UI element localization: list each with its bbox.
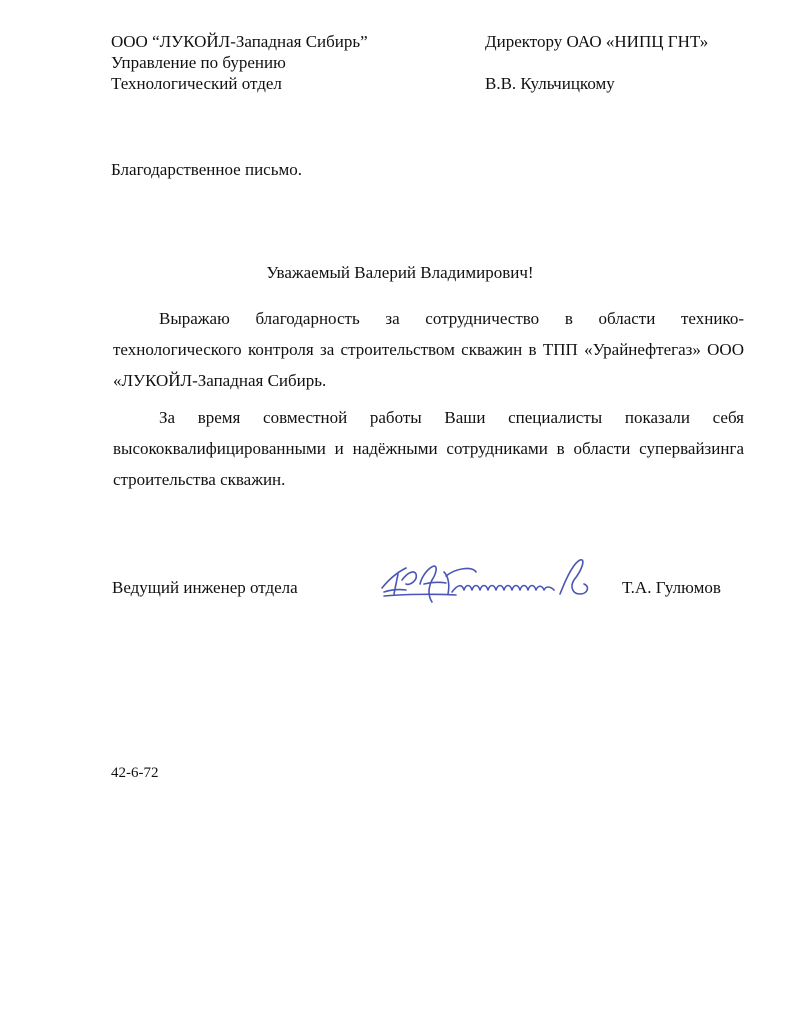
body-paragraph-2: За время совместной работы Ваши специалисты показали себя высококвалифицированными и надёжными сотрудниками в области супервайзинга строительства скважин. [113,408,744,489]
salutation: Уважаемый Валерий Владимирович! [266,263,534,282]
letter-title: Благодарственное письмо. [111,160,302,179]
signer-position: Ведущий инженер отдела [112,578,298,597]
recipient-position: Директору ОАО «НИПЦ ГНТ» [485,32,709,51]
body-paragraph-1: Выражаю благодарность за сотрудничество в области технико-технологического контроля за строительством скважин в ТПП «Урайнефтегаз» ООО «ЛУКОЙЛ-Западная Сибирь. [113,309,744,390]
handwritten-signature [376,554,608,606]
sender-division: Управление по бурению [111,53,286,72]
recipient-name: В.В. Кульчицкому [485,74,615,93]
signer-name: Т.А. Гулюмов [622,578,721,597]
sender-company: ООО “ЛУКОЙЛ-Западная Сибирь” [111,32,368,51]
sender-department: Технологический отдел [111,74,282,93]
phone-number: 42-6-72 [111,765,159,781]
